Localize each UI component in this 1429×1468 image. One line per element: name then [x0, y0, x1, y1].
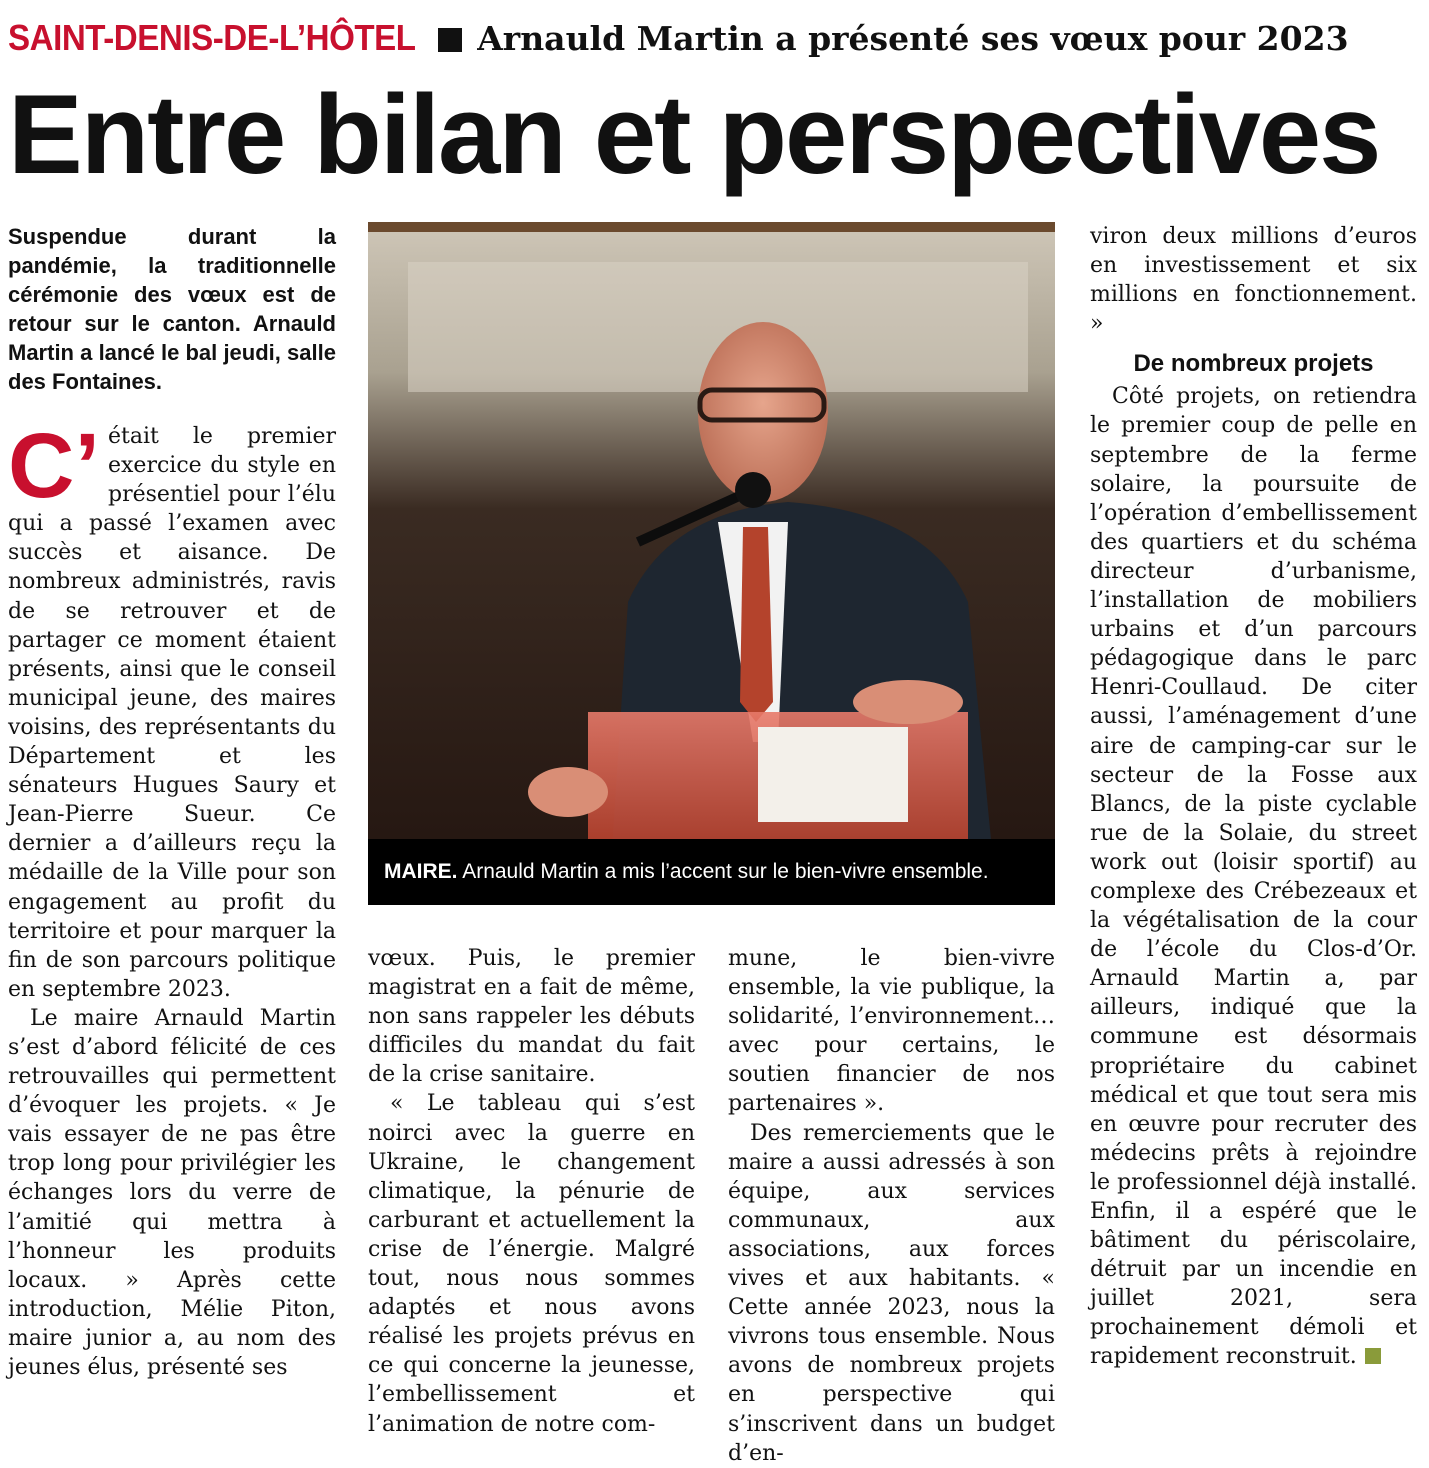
paragraph-text: était le premier exercice du style en présentiel pour l’élu qui a passé l’examen avec succès et aisance. De nombreux administrés, ravis de se retrouver et de partager ce moment étaient présents, ainsi que le conseil municipal jeune, des maires voisins, des représentants du Département et les sénateurs Hugues Saury et Jean-Pierre Sueur. Ce dernier a d’ailleurs reçu la médaille de la Ville pour son engagement au profit du territoire et pour marquer la fin de son parcours politique en septembre 2023.: [8, 424, 336, 1002]
headline: Entre bilan et perspectives: [8, 72, 1380, 197]
article-paragraph: Des remerciements que le maire a aussi adressés à son équipe, aux services communaux, aux associations, aux forces vives et aux habitants. « Cette année 2023, nous la vivrons tous ensemble. Nous avons de nombreux projets en perspective qui s’inscrivent dans un budget d’en-: [728, 1120, 1055, 1466]
paragraph-text: Côté projets, on retiendra le premier coup de pelle en septembre de la ferme solaire, la poursuite de l’opération d’embellissement des quartiers et du schéma directeur d’urbanisme, l’installation de mobiliers urbains et d’un parcours pédagogique dans le parc Henri-Coullaud. De citer aussi, l’aménagement d’une aire de camping-car sur le secteur de la Fosse aux Blancs, de la piste cyclable rue de la Solaie, du street work out (loisir sportif) au complexe des Crébezeaux et la végétalisation de la cour de l’école du Clos-d’Or. Arnauld Martin a, par ailleurs, indiqué que la commune est désormais propriétaire du cabinet médical et que tout sera mis en œuvre pour recruter des médecins prêts à rejoindre le professionnel déjà installé. Enfin, il a espéré que le bâtiment du périscolaire, détruit par un incendie en juillet 2021, sera prochainement démoli et rapidement reconstruit.: [1090, 384, 1417, 1370]
location-label: SAINT-DENIS-DE-L’HÔTEL: [8, 17, 416, 58]
section-subhead: De nombreux projets: [1133, 350, 1374, 378]
square-bullet-icon: [438, 28, 462, 52]
kicker: [8, 14, 1408, 69]
end-mark-icon: [1365, 1348, 1381, 1364]
article-column-1: [8, 415, 336, 1382]
dropcap: C’: [8, 415, 100, 517]
kicker-subtitle: Arnauld Martin a présenté ses vœux pour 2023: [477, 19, 1349, 58]
article-paragraph: « Le tableau qui s’est noirci avec la guerre en Ukraine, le changement climatique, la pénurie de carburant et actuellement la crise de l’énergie. Malgré tout, nous nous sommes adaptés et nous avons réalisé les projets prévus en ce qui concerne la jeunesse, l’embellissement et l’animation de notre com-: [368, 1091, 695, 1437]
caption-text: Arnauld Martin a mis l’accent sur le bien-vivre ensemble.: [462, 860, 989, 883]
photo-caption: [368, 839, 1055, 905]
article-paragraph: Le maire Arnauld Martin s’est d’abord félicité de ces retrouvailles qui permettent d’évoquer les projets. « Je vais essayer de ne pas être trop long pour privilégier les échanges lors du verre de l’amitié qui mettra à l’honneur les produits locaux. » Après cette introduction, Mélie Piton, maire junior a, au nom des jeunes élus, présenté ses: [8, 1005, 336, 1380]
article-paragraph: [1090, 382, 1417, 1371]
article-paragraph: [8, 415, 336, 1004]
article-column-4: [1090, 222, 1417, 1372]
caption-label: MAIRE.: [384, 860, 458, 883]
article-paragraph: mune, le bien-vivre ensemble, la vie publique, la solidarité, l’environnement… avec pour certains, le soutien financier de nos partenaires ».: [728, 946, 1055, 1117]
article-column-3: [728, 944, 1055, 1468]
article-paragraph: vœux. Puis, le premier magistrat en a fait de même, non sans rappeler les débuts difficiles du mandat du fait de la crise sanitaire.: [368, 946, 695, 1088]
photo-illustration: [368, 222, 1055, 905]
chapo: Suspendue durant la pandémie, la traditionnelle cérémonie des vœux est de retour sur le canton. Arnauld Martin a lancé le bal jeudi, salle des Fontaines.: [8, 224, 336, 394]
article-column-2: [368, 944, 695, 1439]
article-photo: [368, 222, 1055, 905]
article-paragraph: viron deux millions d’euros en investissement et six millions en fonctionnement. »: [1090, 224, 1417, 337]
